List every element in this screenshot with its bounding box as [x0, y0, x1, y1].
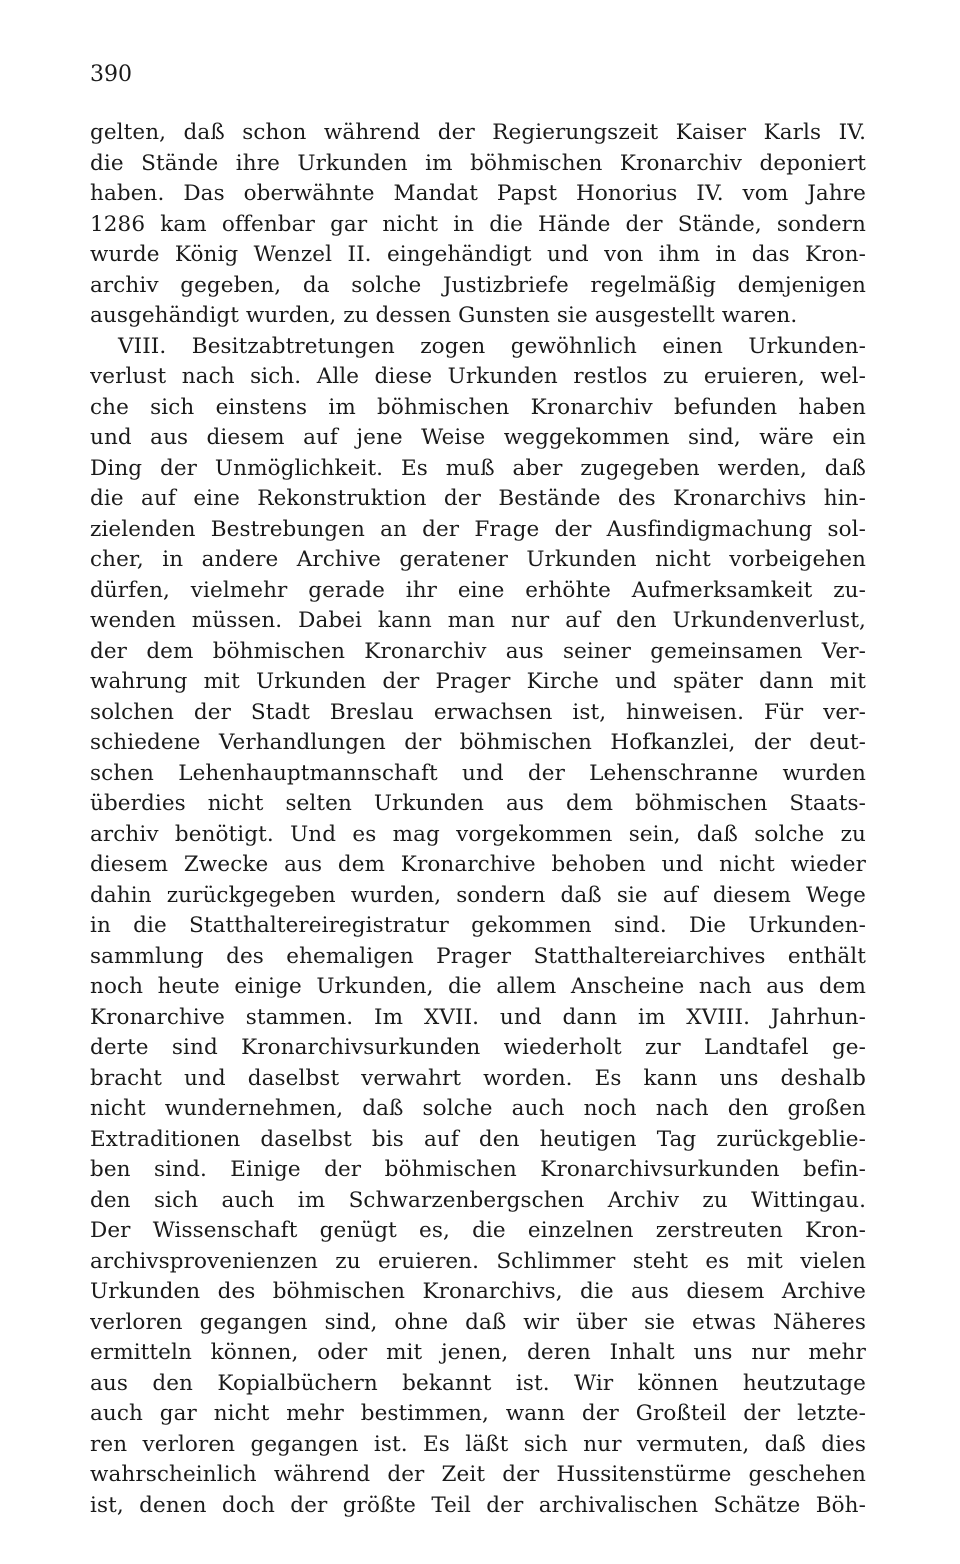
text-line: wahrscheinlich während der Zeit der Hussitenstürme geschehen: [90, 1462, 866, 1487]
text-line: archiv gegeben, da solche Justizbriefe regelmäßig demjenigen: [90, 272, 866, 298]
text-line: der dem böhmischen Kronarchiv aus seiner gemeinsamen Ver-: [90, 638, 866, 664]
text-line: wurde König Wenzel II. eingehändigt und von ihm in das Kron-: [90, 242, 866, 267]
text-line: archivsprovenienzen zu eruieren. Schlimmer steht es mit vielen: [90, 1248, 866, 1274]
text-line: ist, denen doch der größte Teil der archivalischen Schätze Böh-: [90, 1492, 866, 1518]
text-line: diesem Zwecke aus dem Kronarchive behoben und nicht wieder: [90, 852, 866, 877]
text-line: dahin zurückgegeben wurden, sondern daß sie auf diesem Wege: [90, 882, 866, 908]
text-line: wahrung mit Urkunden der Prager Kirche und später dann mit: [90, 669, 866, 694]
text-line: wenden müssen. Dabei kann man nur auf den Urkundenverlust,: [90, 608, 866, 633]
text-line: VIII. Besitzabtretungen zogen gewöhnlich einen Urkunden-: [118, 333, 866, 359]
text-line: cher, in andere Archive geratener Urkunden nicht vorbeigehen: [90, 547, 866, 572]
text-line: Urkunden des böhmischen Kronarchivs, die aus diesem Archive: [90, 1279, 866, 1304]
text-line: ausgehändigt wurden, zu dessen Gunsten sie ausgestellt waren.: [90, 303, 798, 328]
text-line: Ding der Unmöglichkeit. Es muß aber zugegeben werden, daß: [90, 455, 866, 481]
text-line: die Stände ihre Urkunden im böhmischen Kronarchiv deponiert: [90, 150, 866, 176]
text-line: che sich einstens im böhmischen Kronarchiv befunden haben: [90, 394, 866, 420]
text-line: aus den Kopialbüchern bekannt ist. Wir können heutzutage: [90, 1370, 866, 1396]
text-line: dürfen, vielmehr gerade ihr eine erhöhte Aufmerksamkeit zu-: [90, 577, 866, 603]
text-line: zielenden Bestrebungen an der Frage der Ausfindigmachung sol-: [90, 516, 866, 542]
text-line: derte sind Kronarchivsurkunden wiederholt zur Landtafel ge-: [90, 1035, 866, 1060]
text-line: verlust nach sich. Alle diese Urkunden restlos zu eruieren, wel-: [90, 364, 866, 389]
text-line: Kronarchive stammen. Im XVII. und dann im XVIII. Jahrhun-: [90, 1004, 866, 1030]
text-line: gelten, daß schon während der Regierungszeit Kaiser Karls IV.: [90, 120, 866, 145]
text-line: schen Lehenhauptmannschaft und der Lehenschranne wurden: [90, 760, 866, 786]
text-line: ben sind. Einige der böhmischen Kronarchivsurkunden befin-: [90, 1157, 866, 1182]
text-line: die auf eine Rekonstruktion der Bestände des Kronarchivs hin-: [90, 486, 866, 511]
text-line: in die Statthaltereiregistratur gekommen sind. Die Urkunden-: [90, 913, 866, 938]
paragraph-2: [90, 332, 866, 1522]
text-line: und aus diesem auf jene Weise weggekommen sind, wäre ein: [90, 425, 866, 450]
page-number: 390: [90, 62, 132, 87]
text-line: ermitteln können, oder mit jenen, deren Inhalt uns nur mehr: [90, 1340, 866, 1365]
text-line: verloren gegangen sind, ohne daß wir über sie etwas Näheres: [90, 1309, 866, 1335]
text-line: nicht wundernehmen, daß solche auch noch nach den großen: [90, 1096, 866, 1121]
text-line: archiv benötigt. Und es mag vorgekommen sein, daß solche zu: [90, 821, 866, 847]
text-line: solchen der Stadt Breslau erwachsen ist, hinweisen. Für ver-: [90, 699, 866, 725]
text-line: sammlung des ehemaligen Prager Statthaltereiarchives enthält: [90, 943, 866, 969]
text-line: bracht und daselbst verwahrt worden. Es kann uns deshalb: [90, 1065, 866, 1091]
text-line: haben. Das oberwähnte Mandat Papst Honorius IV. vom Jahre: [90, 181, 866, 206]
text-line: 1286 kam offenbar gar nicht in die Hände der Stände, sondern: [90, 211, 866, 237]
text-line: den sich auch im Schwarzenbergschen Archiv zu Wittingau.: [90, 1187, 866, 1213]
text-line: Der Wissenschaft genügt es, die einzelnen zerstreuten Kron-: [90, 1218, 866, 1243]
text-line: auch gar nicht mehr bestimmen, wann der Großteil der letzte-: [90, 1401, 866, 1426]
text-line: noch heute einige Urkunden, die allem Anscheine nach aus dem: [90, 974, 866, 999]
text-line: schiedene Verhandlungen der böhmischen Hofkanzlei, der deut-: [90, 730, 866, 755]
text-line: ren verloren gegangen ist. Es läßt sich nur vermuten, daß dies: [90, 1431, 866, 1457]
text-line: überdies nicht selten Urkunden aus dem böhmischen Staats-: [90, 791, 866, 816]
paragraph-1: [90, 118, 866, 332]
body-text: [90, 118, 866, 1521]
text-line: Extraditionen daselbst bis auf den heutigen Tag zurückgeblie-: [90, 1126, 866, 1152]
